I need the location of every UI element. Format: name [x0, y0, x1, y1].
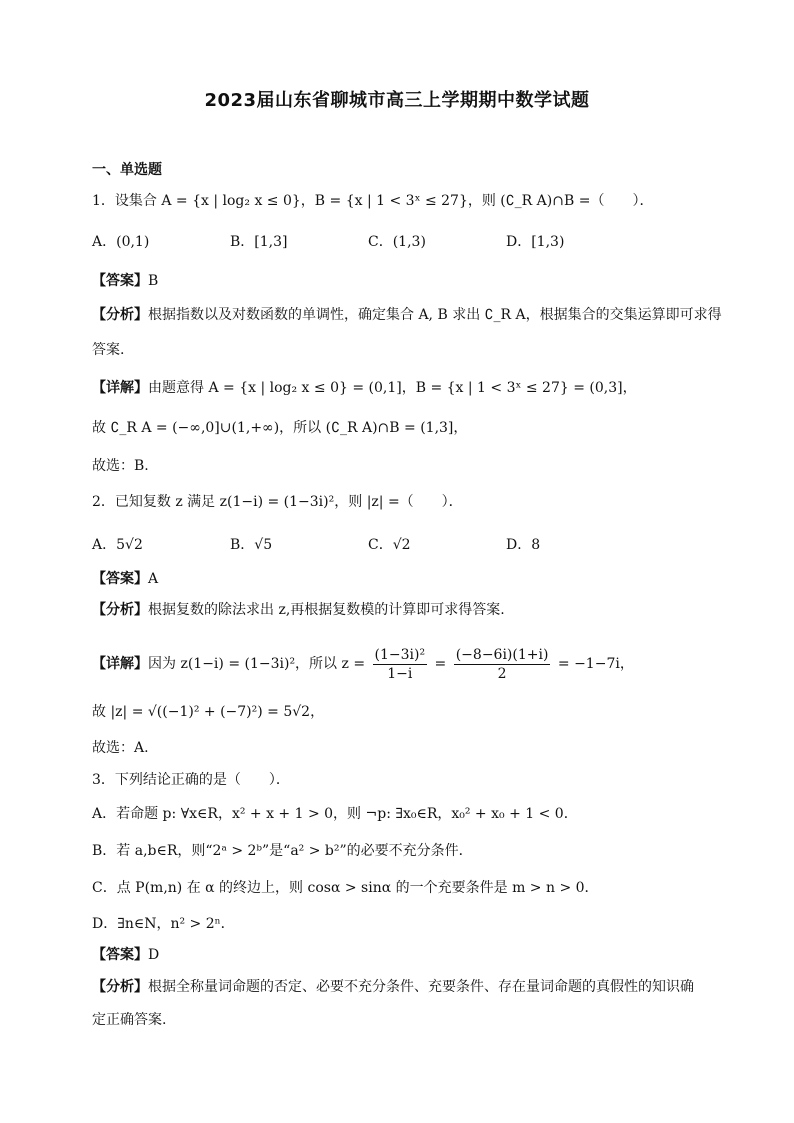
analysis-text: 根据复数的除法求出 z,再根据复数模的计算即可求得答案. [148, 602, 505, 618]
q3-answer [92, 945, 702, 965]
q1-analysis [92, 305, 722, 325]
answer-value: B [148, 273, 159, 289]
analysis-tag: 【分析】 [92, 979, 148, 995]
analysis-tag: 【分析】 [92, 307, 148, 323]
q1-stem: 1．设集合 A = {x | log₂ x ≤ 0}，B = {x | 1 < 3ˣ ≤ 27}，则 (∁_R A)∩B =（ ）． [92, 193, 654, 209]
q3-option-d: D．∃n∈N，n² > 2ⁿ． [92, 916, 235, 932]
answer-tag: 【答案】 [92, 571, 148, 587]
q2-option-b: B．√5 [230, 537, 273, 553]
q2-option-a: A．5√2 [92, 537, 143, 553]
detail-result: = −1−7i， [557, 656, 634, 672]
q3-analysis [92, 977, 702, 997]
q2-options [92, 535, 702, 555]
fraction-2-denominator: 2 [497, 665, 507, 682]
q1-option-a: A．(0,1) [92, 234, 150, 250]
q1-detail [92, 378, 702, 398]
q2-detail: 【详解】因为 z(1−i) = (1−3i)²，所以 z = $\frac{\text{(1−3i)²}}{1-i}$ = $\frac{(-8-6i)(1+i)}{2}$ = −1−7i， [92, 646, 634, 682]
fraction-2-numerator: (−8−6i)(1+i) [455, 646, 549, 663]
q1-detail-cont: 故 ∁_R A = (−∞,0]∪(1,+∞)，所以 (∁_R A)∩B = (1,3]， [92, 420, 468, 436]
detail-text: 由题意得 A = {x | log₂ x ≤ 0} = (0,1]，B = {x | 1 < 3ˣ ≤ 27} = (0,3]， [148, 380, 637, 396]
analysis-tag: 【分析】 [92, 602, 148, 618]
q1-answer [92, 271, 702, 291]
q1-options [92, 232, 702, 252]
q2-analysis [92, 600, 702, 620]
q2-stem: 2．已知复数 z 满足 z(1−i) = (1−3i)²，则 |z| =（ ）． [92, 494, 463, 510]
q3-option-c: C．点 P(m,n) 在 α 的终边上，则 cosα > sinα 的一个充要条件是 m > n > 0． [92, 880, 599, 896]
fraction-2 [454, 646, 551, 683]
q3-stem: 3．下列结论正确的是（ ）． [92, 772, 290, 788]
q1-option-b: B．[1,3] [230, 234, 288, 250]
q2-option-c: C．√2 [368, 537, 411, 553]
q3-option-b: B．若 a,b∈R，则“2ᵃ > 2ᵇ”是“a² > b²”的必要不充分条件． [92, 843, 473, 859]
detail-tag: 【详解】 [92, 380, 148, 396]
q1-choose: 故选：B. [92, 458, 149, 474]
q1-analysis-cont: 答案. [92, 342, 125, 358]
detail-tag: 【详解】 [92, 656, 148, 672]
page-title: 2023届山东省聊城市高三上学期期中数学试题 [204, 90, 590, 111]
q2-choose: 故选：A. [92, 740, 149, 756]
answer-value: A [148, 571, 159, 587]
q2-detail-cont: 故 |z| = √((−1)² + (−7)²) = 5√2， [92, 704, 325, 720]
answer-tag: 【答案】 [92, 947, 148, 963]
q1-option-d: D．[1,3) [506, 234, 565, 250]
fraction-1 [373, 646, 428, 683]
fraction-1-numerator: (1−3i)² [374, 646, 426, 663]
q2-answer [92, 569, 702, 589]
answer-value: D [148, 947, 160, 963]
section-heading: 一、单选题 [92, 162, 162, 178]
q1-option-c: C．(1,3) [368, 234, 426, 250]
analysis-text: 根据全称量词命题的否定、必要不充分条件、充要条件、存在量词命题的真假性的知识确 [148, 979, 694, 995]
fraction-1-denominator: 1−i [387, 665, 413, 682]
answer-tag: 【答案】 [92, 273, 148, 289]
analysis-text: 根据指数以及对数函数的单调性，确定集合 A, B 求出 ∁_R A，根据集合的交集运算即可求得 [148, 307, 722, 323]
detail-text: 因为 z(1−i) = (1−3i)²，所以 z = [148, 656, 366, 672]
q3-option-a: A．若命题 p: ∀x∈R，x² + x + 1 > 0，则 ¬p: ∃x₀∈R，x₀² + x₀ + 1 < 0． [92, 806, 578, 822]
q2-option-d: D．8 [506, 537, 541, 553]
q3-analysis-cont: 定正确答案. [92, 1012, 167, 1028]
